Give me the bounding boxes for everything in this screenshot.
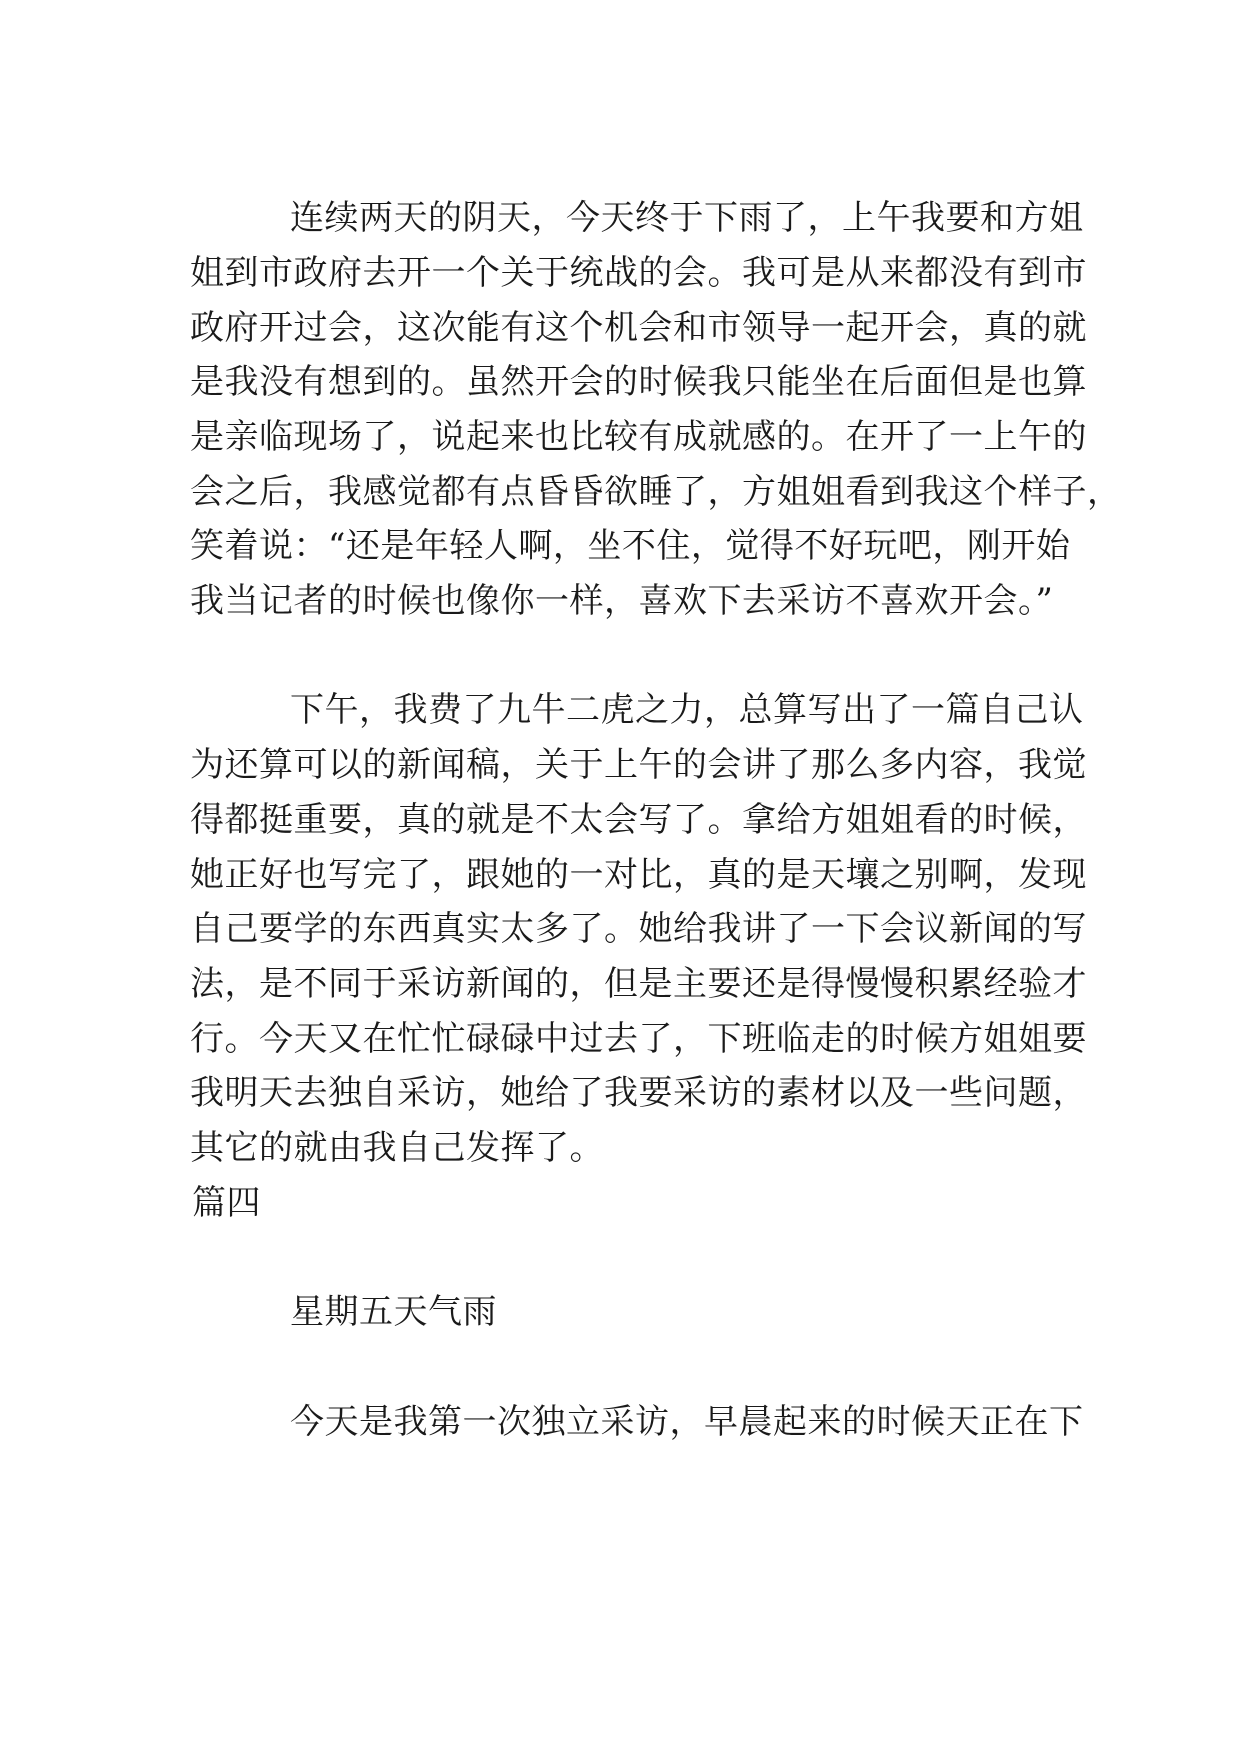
paragraph-line: 其它的就由我自己发挥了。 [190, 1128, 604, 1168]
paragraph-line: 是我没有想到的。虽然开会的时候我只能坐在后面但是也算 [190, 362, 1087, 402]
paragraph-line: 今天是我第一次独立采访，早晨起来的时候天正在下 [290, 1402, 1084, 1442]
date-weather-line: 星期五天气雨 [290, 1292, 497, 1332]
paragraph-line: 连续两天的阴天，今天终于下雨了，上午我要和方姐 [290, 198, 1084, 238]
paragraph-line: 她正好也写完了，跟她的一对比，真的是天壤之别啊，发现 [190, 855, 1087, 895]
paragraph-line: 姐到市政府去开一个关于统战的会。我可是从来都没有到市 [190, 253, 1087, 293]
paragraph-line: 是亲临现场了，说起来也比较有成就感的。在开了一上午的 [190, 417, 1087, 457]
section-title: 篇四 [192, 1183, 261, 1223]
paragraph-line: 下午，我费了九牛二虎之力，总算写出了一篇自己认 [290, 690, 1084, 730]
paragraph-line: 会之后，我感觉都有点昏昏欲睡了，方姐姐看到我这个样子， [190, 472, 1122, 512]
paragraph-line: 自己要学的东西真实太多了。她给我讲了一下会议新闻的写 [190, 909, 1087, 949]
paragraph-line: 得都挺重要，真的就是不太会写了。拿给方姐姐看的时候， [190, 800, 1087, 840]
paragraph-line: 行。今天又在忙忙碌碌中过去了，下班临走的时候方姐姐要 [190, 1019, 1087, 1059]
paragraph-line: 我当记者的时候也像你一样，喜欢下去采访不喜欢开会。” [190, 581, 1054, 621]
paragraph-line: 笑着说：“还是年轻人啊，坐不住，觉得不好玩吧，刚开始 [190, 526, 1071, 566]
paragraph-line: 我明天去独自采访，她给了我要采访的素材以及一些问题， [190, 1073, 1087, 1113]
paragraph-line: 政府开过会，这次能有这个机会和市领导一起开会，真的就 [190, 308, 1087, 348]
paragraph-line: 法，是不同于采访新闻的，但是主要还是得慢慢积累经验才 [190, 964, 1087, 1004]
paragraph-line: 为还算可以的新闻稿，关于上午的会讲了那么多内容，我觉 [190, 745, 1087, 785]
